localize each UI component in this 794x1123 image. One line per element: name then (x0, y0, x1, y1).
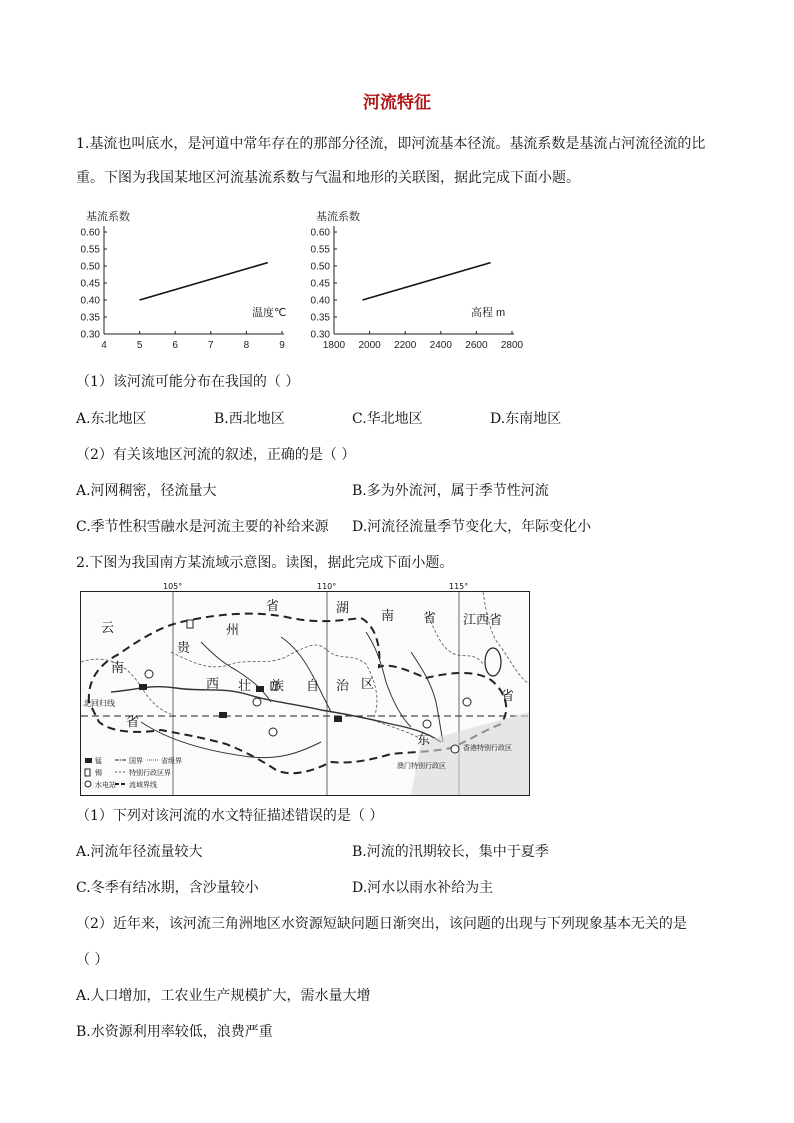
map-label: 治 (336, 679, 350, 694)
map-label: 云 (101, 621, 115, 636)
lake (485, 648, 501, 676)
tributary-1 (201, 642, 271, 702)
hydropower-icon (451, 745, 459, 753)
x-tick-label: 2800 (500, 340, 524, 351)
tributary-2 (281, 637, 331, 712)
map-label: 壮 (238, 679, 252, 694)
x-tick-label: 8 (243, 340, 250, 351)
legend-manganese-icon (85, 758, 92, 763)
y-tick-label: 0.60 (310, 227, 330, 239)
x-tick-label: 2600 (465, 340, 488, 351)
tropic-label: 北回归线 (83, 699, 115, 708)
q1-1-option-b[interactable]: B.西北地区 (214, 411, 285, 427)
map-label: 区 (361, 677, 375, 692)
map-label: 西 (206, 677, 220, 692)
q2-1-option-b[interactable]: B.河流的汛期较长，集中于夏季 (352, 844, 549, 860)
map-label: 自 (306, 679, 320, 694)
x-tick-label: 2200 (394, 340, 417, 351)
map-label: 江西省 (463, 613, 503, 628)
legend-hydro: 水电站 (95, 781, 116, 789)
map-label: 省 (266, 599, 280, 614)
map-label: 东 (417, 733, 431, 748)
q1-1-stem: （1）该河流可能分布在我国的（ ） (76, 374, 300, 390)
series-line (362, 263, 490, 300)
map-label: 贵 (177, 641, 191, 656)
chart-temperature (76, 202, 306, 360)
y-tick-label: 0.45 (310, 278, 330, 290)
manganese-mine-icon (256, 686, 264, 692)
map-label: 族 (271, 679, 285, 694)
q2-2-option-a[interactable]: A.人口增加，工农业生产规模扩大，需水量大增 (76, 988, 371, 1004)
hydropower-icon (145, 670, 153, 678)
q1-1-option-d[interactable]: D.东南地区 (490, 411, 562, 427)
legend-hydro-icon (85, 781, 91, 787)
q1-1-option-c[interactable]: C.华北地区 (352, 411, 423, 427)
map-svg (81, 592, 529, 795)
hydropower-icon (269, 728, 277, 736)
map-label: 州 (226, 623, 240, 638)
q1-2-option-b[interactable]: B.多为外流河，属于季节性河流 (352, 483, 549, 499)
x-tick-label: 1800 (322, 340, 346, 351)
x-tick-label: 9 (279, 340, 285, 351)
legend-national: 国界 (129, 757, 143, 765)
tin-mine-icon (187, 620, 193, 628)
lon-label-115: 115° (449, 582, 469, 591)
legend-tin: 锡 (95, 769, 102, 777)
q2-2-option-b[interactable]: B.水资源利用率较低，浪费严重 (76, 1024, 273, 1040)
y-tick-label: 0.50 (80, 261, 100, 273)
x-tick-label: 2400 (429, 340, 452, 351)
q2-2-stem-paren: （ ） (76, 952, 109, 968)
lon-label-110: 110° (317, 582, 337, 591)
q1-2-option-a[interactable]: A.河网稠密，径流量大 (76, 483, 217, 499)
y-tick-label: 0.60 (80, 227, 100, 239)
hydropower-icon (463, 698, 471, 706)
map-label: 省 (126, 715, 140, 730)
y-tick-label: 0.35 (80, 312, 100, 324)
x-tick-label: 4 (101, 340, 107, 351)
map-label: 省 (501, 689, 515, 704)
x-axis-title: 温度℃ (252, 307, 287, 319)
y-axis-title: 基流系数 (316, 211, 360, 223)
x-tick-label: 6 (172, 340, 178, 351)
legend-manganese: 锰 (95, 757, 102, 765)
q1-text-line1: 1.基流也叫底水，是河道中常年存在的那部分径流，即河流基本径流。基流系数是基流占河流径流的比 (76, 136, 706, 152)
q1-2-option-d[interactable]: D.河流径流量季节变化大，年际变化小 (352, 519, 592, 535)
hongkong-label: 香港特别行政区 (463, 744, 512, 752)
y-tick-label: 0.45 (80, 278, 100, 290)
lon-label-105: 105° (163, 582, 183, 591)
chart-elevation (296, 202, 536, 360)
map-label: 省 (423, 611, 437, 626)
legend-tin-icon (85, 769, 90, 776)
q1-text-line2: 重。下图为我国某地区河流基流系数与气温和地形的关联图，据此完成下面小题。 (76, 170, 580, 186)
y-tick-label: 0.30 (310, 329, 330, 341)
manganese-mine-icon (139, 684, 147, 690)
y-tick-label: 0.40 (80, 295, 100, 307)
series-line (140, 263, 268, 300)
hydropower-icon (423, 720, 431, 728)
legend-provincial: 省级界 (161, 757, 182, 765)
x-tick-label: 2000 (358, 340, 381, 351)
q2-1-option-d[interactable]: D.河水以雨水补给为主 (352, 880, 494, 896)
y-tick-label: 0.30 (80, 329, 100, 341)
q2-1-stem: （1）下列对该河流的水文特征描述错误的是（ ） (76, 808, 384, 824)
map-label: 南 (111, 661, 125, 676)
q1-2-stem: （2）有关该地区河流的叙述，正确的是（ ） (76, 447, 356, 463)
province-borders (81, 592, 529, 742)
y-tick-label: 0.40 (310, 295, 330, 307)
q2-1-option-c[interactable]: C.冬季有结冰期，含沙量较小 (76, 880, 259, 896)
x-tick-label: 5 (136, 340, 143, 351)
y-tick-label: 0.35 (310, 312, 330, 324)
river-basin-map (80, 591, 530, 796)
y-axis-title: 基流系数 (86, 211, 130, 223)
hydropower-icon (253, 698, 261, 706)
legend-basin: 流域界线 (129, 781, 157, 789)
y-tick-label: 0.55 (310, 244, 330, 256)
tributary-5 (141, 722, 321, 758)
q2-2-stem: （2）近年来，该河流三角洲地区水资源短缺问题日渐突出，该问题的出现与下列现象基本无关的是 (76, 916, 687, 932)
macau-label: 澳门特别行政区 (397, 762, 446, 770)
manganese-mine-icon (219, 712, 227, 718)
q2-text-line1: 2.下图为我国南方某流域示意图。读图，据此完成下面小题。 (76, 555, 454, 571)
page-title: 河流特征 (363, 93, 431, 113)
legend-sar: 特别行政区界 (129, 769, 171, 777)
q1-1-option-a[interactable]: A.东北地区 (76, 411, 147, 427)
y-tick-label: 0.55 (80, 244, 100, 256)
map-label: 湖 (336, 601, 350, 616)
map-label: 南 (381, 609, 395, 624)
manganese-mine-icon (334, 716, 342, 722)
q1-2-option-c[interactable]: C.季节性积雪融水是河流主要的补给来源 (76, 519, 329, 535)
q2-1-option-a[interactable]: A.河流年径流量较大 (76, 844, 203, 860)
y-tick-label: 0.50 (310, 261, 330, 273)
x-tick-label: 7 (208, 340, 214, 351)
x-axis-title: 高程 m (471, 307, 506, 319)
